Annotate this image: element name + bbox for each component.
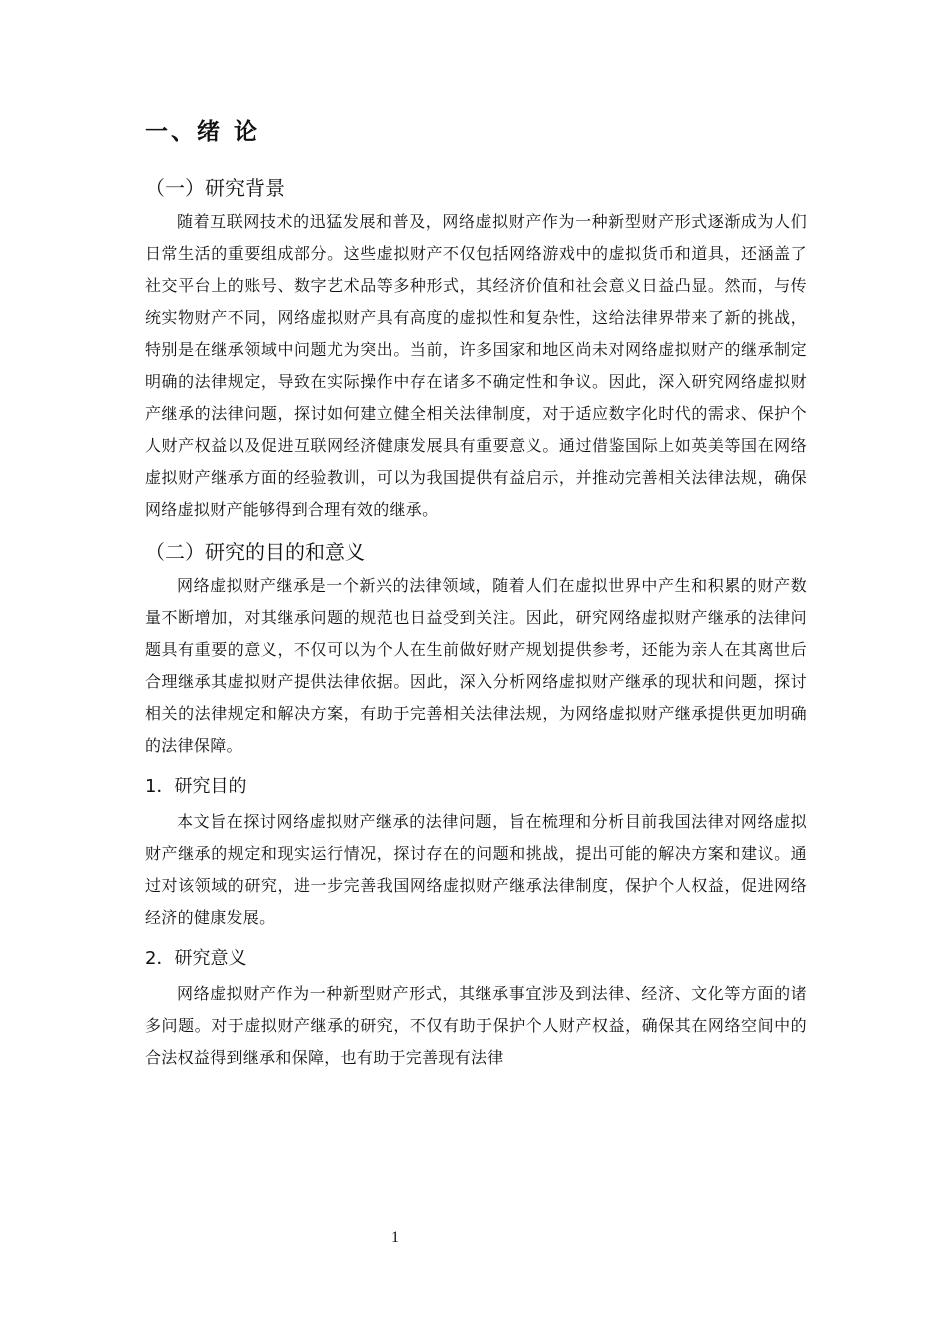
subsection-heading-significance: 2．研究意义 xyxy=(145,948,247,969)
paragraph-significance: 网络虚拟财产作为一种新型财产形式，其继承事宜涉及到法律、经济、文化等方面的诸多问题。对于虚拟财产继承的研究，不仅有助于保护个人财产权益，确保其在网络空间中的合法权益得到继承和保障，也有助于完善现有法律 xyxy=(145,984,807,1067)
paragraph-purpose: 本文旨在探讨网络虚拟财产继承的法律问题，旨在梳理和分析目前我国法律对网络虚拟财产继承的规定和现实运行情况，探讨存在的问题和挑战，提出可能的解决方案和建议。通过对该领域的研究，进一步完善我国网络虚拟财产继承法律制度，保护个人权益，促进网络经济的健康发展。 xyxy=(145,812,807,927)
page-content xyxy=(145,112,807,1082)
paragraph-background: 随着互联网技术的迅猛发展和普及，网络虚拟财产作为一种新型财产形式逐渐成为人们日常生活的重要组成部分。这些虚拟财产不仅包括网络游戏中的虚拟货币和道具，还涵盖了社交平台上的账号、数字艺术品等多种形式，其经济价值和社会意义日益凸显。然而，与传统实物财产不同，网络虚拟财产具有高度的虚拟性和复杂性，这给法律界带来了新的挑战，特别是在继承领域中问题尤为突出。当前，许多国家和地区尚未对网络虚拟财产的继承制定明确的法律规定，导致在实际操作中存在诸多不确定性和争议。因此，深入研究网络虚拟财产继承的法律问题，探讨如何建立健全相关法律制度，对于适应数字化时代的需求、保护个人财产权益以及促进互联网经济健康发展具有重要意义。通过借鉴国际上如英美等国在网络虚拟财产继承方面的经验教训，可以为我国提供有益启示，并推动完善相关法律法规，确保网络虚拟财产能够得到合理有效的继承。 xyxy=(145,212,807,519)
chapter-heading: 一、绪 论 xyxy=(145,119,261,145)
page-number: 1 xyxy=(391,1229,399,1246)
section-heading-background: （一）研究背景 xyxy=(145,176,285,200)
subsection-heading-purpose: 1．研究目的 xyxy=(145,776,247,797)
section-heading-purpose-significance: （二）研究的目的和意义 xyxy=(145,540,365,564)
paragraph-purpose-significance: 网络虚拟财产继承是一个新兴的法律领域，随着人们在虚拟世界中产生和积累的财产数量不断增加，对其继承问题的规范也日益受到关注。因此，研究网络虚拟财产继承的法律问题具有重要的意义，不仅可以为个人在生前做好财产规划提供参考，还能为亲人在其离世后合理继承其虚拟财产提供法律依据。因此，深入分析网络虚拟财产继承的现状和问题，探讨相关的法律规定和解决方案，有助于完善相关法律法规，为网络虚拟财产继承提供更加明确的法律保障。 xyxy=(145,576,807,755)
